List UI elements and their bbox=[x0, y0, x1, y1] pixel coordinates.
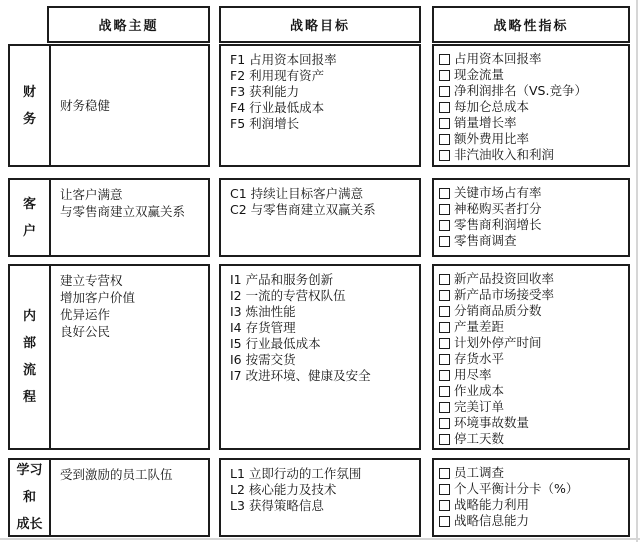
indicator-item bbox=[439, 131, 626, 147]
row-internal-process-indicators-cell bbox=[432, 264, 630, 450]
indicator-label: 存货水平 bbox=[454, 351, 505, 366]
objective-line: F4 行业最低成本 bbox=[230, 100, 325, 115]
objective-line: I3 炼油性能 bbox=[230, 304, 296, 319]
perspective-label-line: 程 bbox=[22, 390, 36, 405]
objective-line: I2 一流的专营权队伍 bbox=[230, 288, 346, 303]
row-finance-indicators-cell bbox=[432, 44, 630, 167]
indicator-label: 分销商品质分数 bbox=[454, 303, 542, 318]
perspective-label-line: 流 bbox=[22, 363, 36, 378]
perspective-label-line: 部 bbox=[22, 336, 36, 351]
checkbox-icon bbox=[439, 274, 450, 285]
perspective-label-line: 务 bbox=[22, 111, 36, 127]
indicator-item bbox=[439, 67, 626, 83]
indicator-item bbox=[439, 233, 626, 249]
indicator-item bbox=[439, 99, 626, 115]
indicator-item bbox=[439, 513, 626, 529]
row-customer-objectives-cell bbox=[219, 178, 421, 257]
checkbox-icon bbox=[439, 484, 450, 495]
indicator-label: 完美订单 bbox=[454, 399, 505, 414]
indicator-item bbox=[439, 115, 626, 131]
perspective-label-line: 内 bbox=[22, 309, 36, 324]
row-customer-label bbox=[10, 180, 51, 255]
theme-line: 优异运作 bbox=[60, 307, 111, 322]
checkbox-icon bbox=[439, 102, 450, 113]
objective-line: F3 获利能力 bbox=[230, 84, 300, 99]
checkbox-icon bbox=[439, 338, 450, 349]
perspective-label-line: 成长 bbox=[16, 517, 43, 532]
column-header-objectives-label: 战略目标 bbox=[289, 19, 350, 34]
objective-line: L1 立即行动的工作氛围 bbox=[230, 466, 362, 481]
checkbox-icon bbox=[439, 402, 450, 413]
indicator-item bbox=[439, 303, 626, 319]
indicator-item bbox=[439, 51, 626, 67]
row-finance-theme-box bbox=[8, 44, 210, 167]
indicator-item bbox=[439, 185, 626, 201]
row-learning-growth-objectives-cell bbox=[219, 458, 421, 537]
row-internal-process-objectives-cell bbox=[219, 264, 421, 450]
objective-line: I7 改进环境、健康及安全 bbox=[230, 368, 371, 383]
indicator-label: 现金流量 bbox=[454, 67, 505, 82]
checkbox-icon bbox=[439, 54, 450, 65]
objective-line: C2 与零售商建立双赢关系 bbox=[230, 202, 376, 217]
row-finance-theme-cell bbox=[51, 46, 208, 165]
indicator-label: 新产品市场接受率 bbox=[454, 287, 555, 302]
checkbox-icon bbox=[439, 290, 450, 301]
objective-line: I5 行业最低成本 bbox=[230, 336, 321, 351]
checkbox-icon bbox=[439, 306, 450, 317]
objective-line: L2 核心能力及技术 bbox=[230, 482, 337, 497]
indicator-item bbox=[439, 319, 626, 335]
checkbox-icon bbox=[439, 354, 450, 365]
objective-line: F1 占用资本回报率 bbox=[230, 52, 337, 67]
indicator-item bbox=[439, 217, 626, 233]
indicator-label: 员工调查 bbox=[454, 465, 505, 480]
indicator-label: 零售商调查 bbox=[454, 233, 517, 248]
checkbox-icon bbox=[439, 434, 450, 445]
objective-line: F5 利润增长 bbox=[230, 116, 300, 131]
indicator-item bbox=[439, 83, 626, 99]
objective-line: I6 按需交货 bbox=[230, 352, 296, 367]
checkbox-icon bbox=[439, 468, 450, 479]
checkbox-icon bbox=[439, 134, 450, 145]
row-learning-growth-indicators-cell bbox=[432, 458, 630, 537]
indicator-item bbox=[439, 481, 626, 497]
theme-line: 增加客户价值 bbox=[60, 290, 136, 305]
indicator-item bbox=[439, 147, 626, 163]
checkbox-icon bbox=[439, 418, 450, 429]
indicator-label: 零售商利润增长 bbox=[454, 217, 542, 232]
checkbox-icon bbox=[439, 322, 450, 333]
indicator-label: 产量差距 bbox=[454, 319, 505, 334]
indicator-label: 个人平衡计分卡（%） bbox=[454, 481, 579, 496]
checkbox-icon bbox=[439, 386, 450, 397]
row-learning-growth-label bbox=[10, 460, 51, 535]
indicator-item bbox=[439, 351, 626, 367]
column-header-indicators-label: 战略性指标 bbox=[493, 19, 569, 34]
objective-line: C1 持续让目标客户满意 bbox=[230, 186, 364, 201]
indicator-item bbox=[439, 497, 626, 513]
indicator-label: 非汽油收入和利润 bbox=[454, 147, 555, 162]
checkbox-icon bbox=[439, 150, 450, 161]
theme-line: 财务稳健 bbox=[60, 98, 111, 113]
row-finance-label bbox=[10, 46, 51, 165]
checkbox-icon bbox=[439, 70, 450, 81]
indicator-item bbox=[439, 431, 626, 447]
row-internal-process-theme-box bbox=[8, 264, 210, 450]
column-header-theme bbox=[47, 6, 210, 43]
row-customer-theme-cell bbox=[51, 180, 208, 255]
indicator-label: 关键市场占有率 bbox=[454, 185, 542, 200]
perspective-label-line: 和 bbox=[22, 490, 36, 505]
objective-line: F2 利用现有资产 bbox=[230, 68, 325, 83]
column-header-indicators bbox=[432, 6, 630, 43]
theme-line: 良好公民 bbox=[60, 324, 111, 339]
column-header-objectives bbox=[219, 6, 421, 43]
indicator-item bbox=[439, 415, 626, 431]
indicator-item bbox=[439, 201, 626, 217]
indicator-label: 停工天数 bbox=[454, 431, 505, 446]
perspective-label-line: 客 bbox=[22, 196, 36, 212]
indicator-label: 净利润排名（VS.竞争） bbox=[454, 83, 587, 98]
indicator-item bbox=[439, 287, 626, 303]
row-learning-growth-theme-box bbox=[8, 458, 210, 537]
checkbox-icon bbox=[439, 188, 450, 199]
perspective-label-line: 学习 bbox=[16, 463, 43, 478]
checkbox-icon bbox=[439, 220, 450, 231]
objective-line: I1 产品和服务创新 bbox=[230, 272, 334, 287]
indicator-label: 计划外停产时间 bbox=[454, 335, 542, 350]
indicator-item bbox=[439, 465, 626, 481]
indicator-label: 额外费用比率 bbox=[454, 131, 530, 146]
indicator-label: 销量增长率 bbox=[454, 115, 517, 130]
indicator-label: 神秘购买者打分 bbox=[454, 201, 542, 216]
indicator-label: 每加仑总成本 bbox=[454, 99, 530, 114]
theme-line: 建立专营权 bbox=[60, 273, 123, 288]
checkbox-icon bbox=[439, 204, 450, 215]
indicator-item bbox=[439, 335, 626, 351]
checkbox-icon bbox=[439, 118, 450, 129]
row-learning-growth-theme-cell bbox=[51, 460, 208, 535]
row-customer-theme-box bbox=[8, 178, 210, 257]
theme-line: 受到激励的员工队伍 bbox=[60, 467, 173, 482]
perspective-label-line: 财 bbox=[22, 84, 36, 100]
indicator-item bbox=[439, 383, 626, 399]
row-internal-process-label bbox=[10, 266, 51, 448]
row-internal-process-theme-cell bbox=[51, 266, 208, 448]
theme-line: 让客户满意 bbox=[60, 187, 123, 202]
indicator-label: 新产品投资回收率 bbox=[454, 271, 555, 286]
objective-line: I4 存货管理 bbox=[230, 320, 296, 335]
objective-line: L3 获得策略信息 bbox=[230, 498, 324, 513]
indicator-label: 战略信息能力 bbox=[454, 513, 530, 528]
indicator-label: 占用资本回报率 bbox=[454, 51, 542, 66]
row-finance-objectives-cell bbox=[219, 44, 421, 167]
checkbox-icon bbox=[439, 500, 450, 511]
checkbox-icon bbox=[439, 370, 450, 381]
indicator-label: 战略能力利用 bbox=[454, 497, 530, 512]
indicator-label: 用尽率 bbox=[454, 367, 492, 382]
indicator-item bbox=[439, 271, 626, 287]
indicator-item bbox=[439, 367, 626, 383]
column-header-theme-label: 战略主题 bbox=[98, 19, 159, 34]
checkbox-icon bbox=[439, 236, 450, 247]
checkbox-icon bbox=[439, 86, 450, 97]
perspective-label-line: 户 bbox=[22, 223, 36, 239]
indicator-label: 作业成本 bbox=[454, 383, 505, 398]
checkbox-icon bbox=[439, 516, 450, 527]
row-customer-indicators-cell bbox=[432, 178, 630, 257]
indicator-item bbox=[439, 399, 626, 415]
theme-line: 与零售商建立双赢关系 bbox=[60, 204, 186, 219]
indicator-label: 环境事故数量 bbox=[454, 415, 530, 430]
